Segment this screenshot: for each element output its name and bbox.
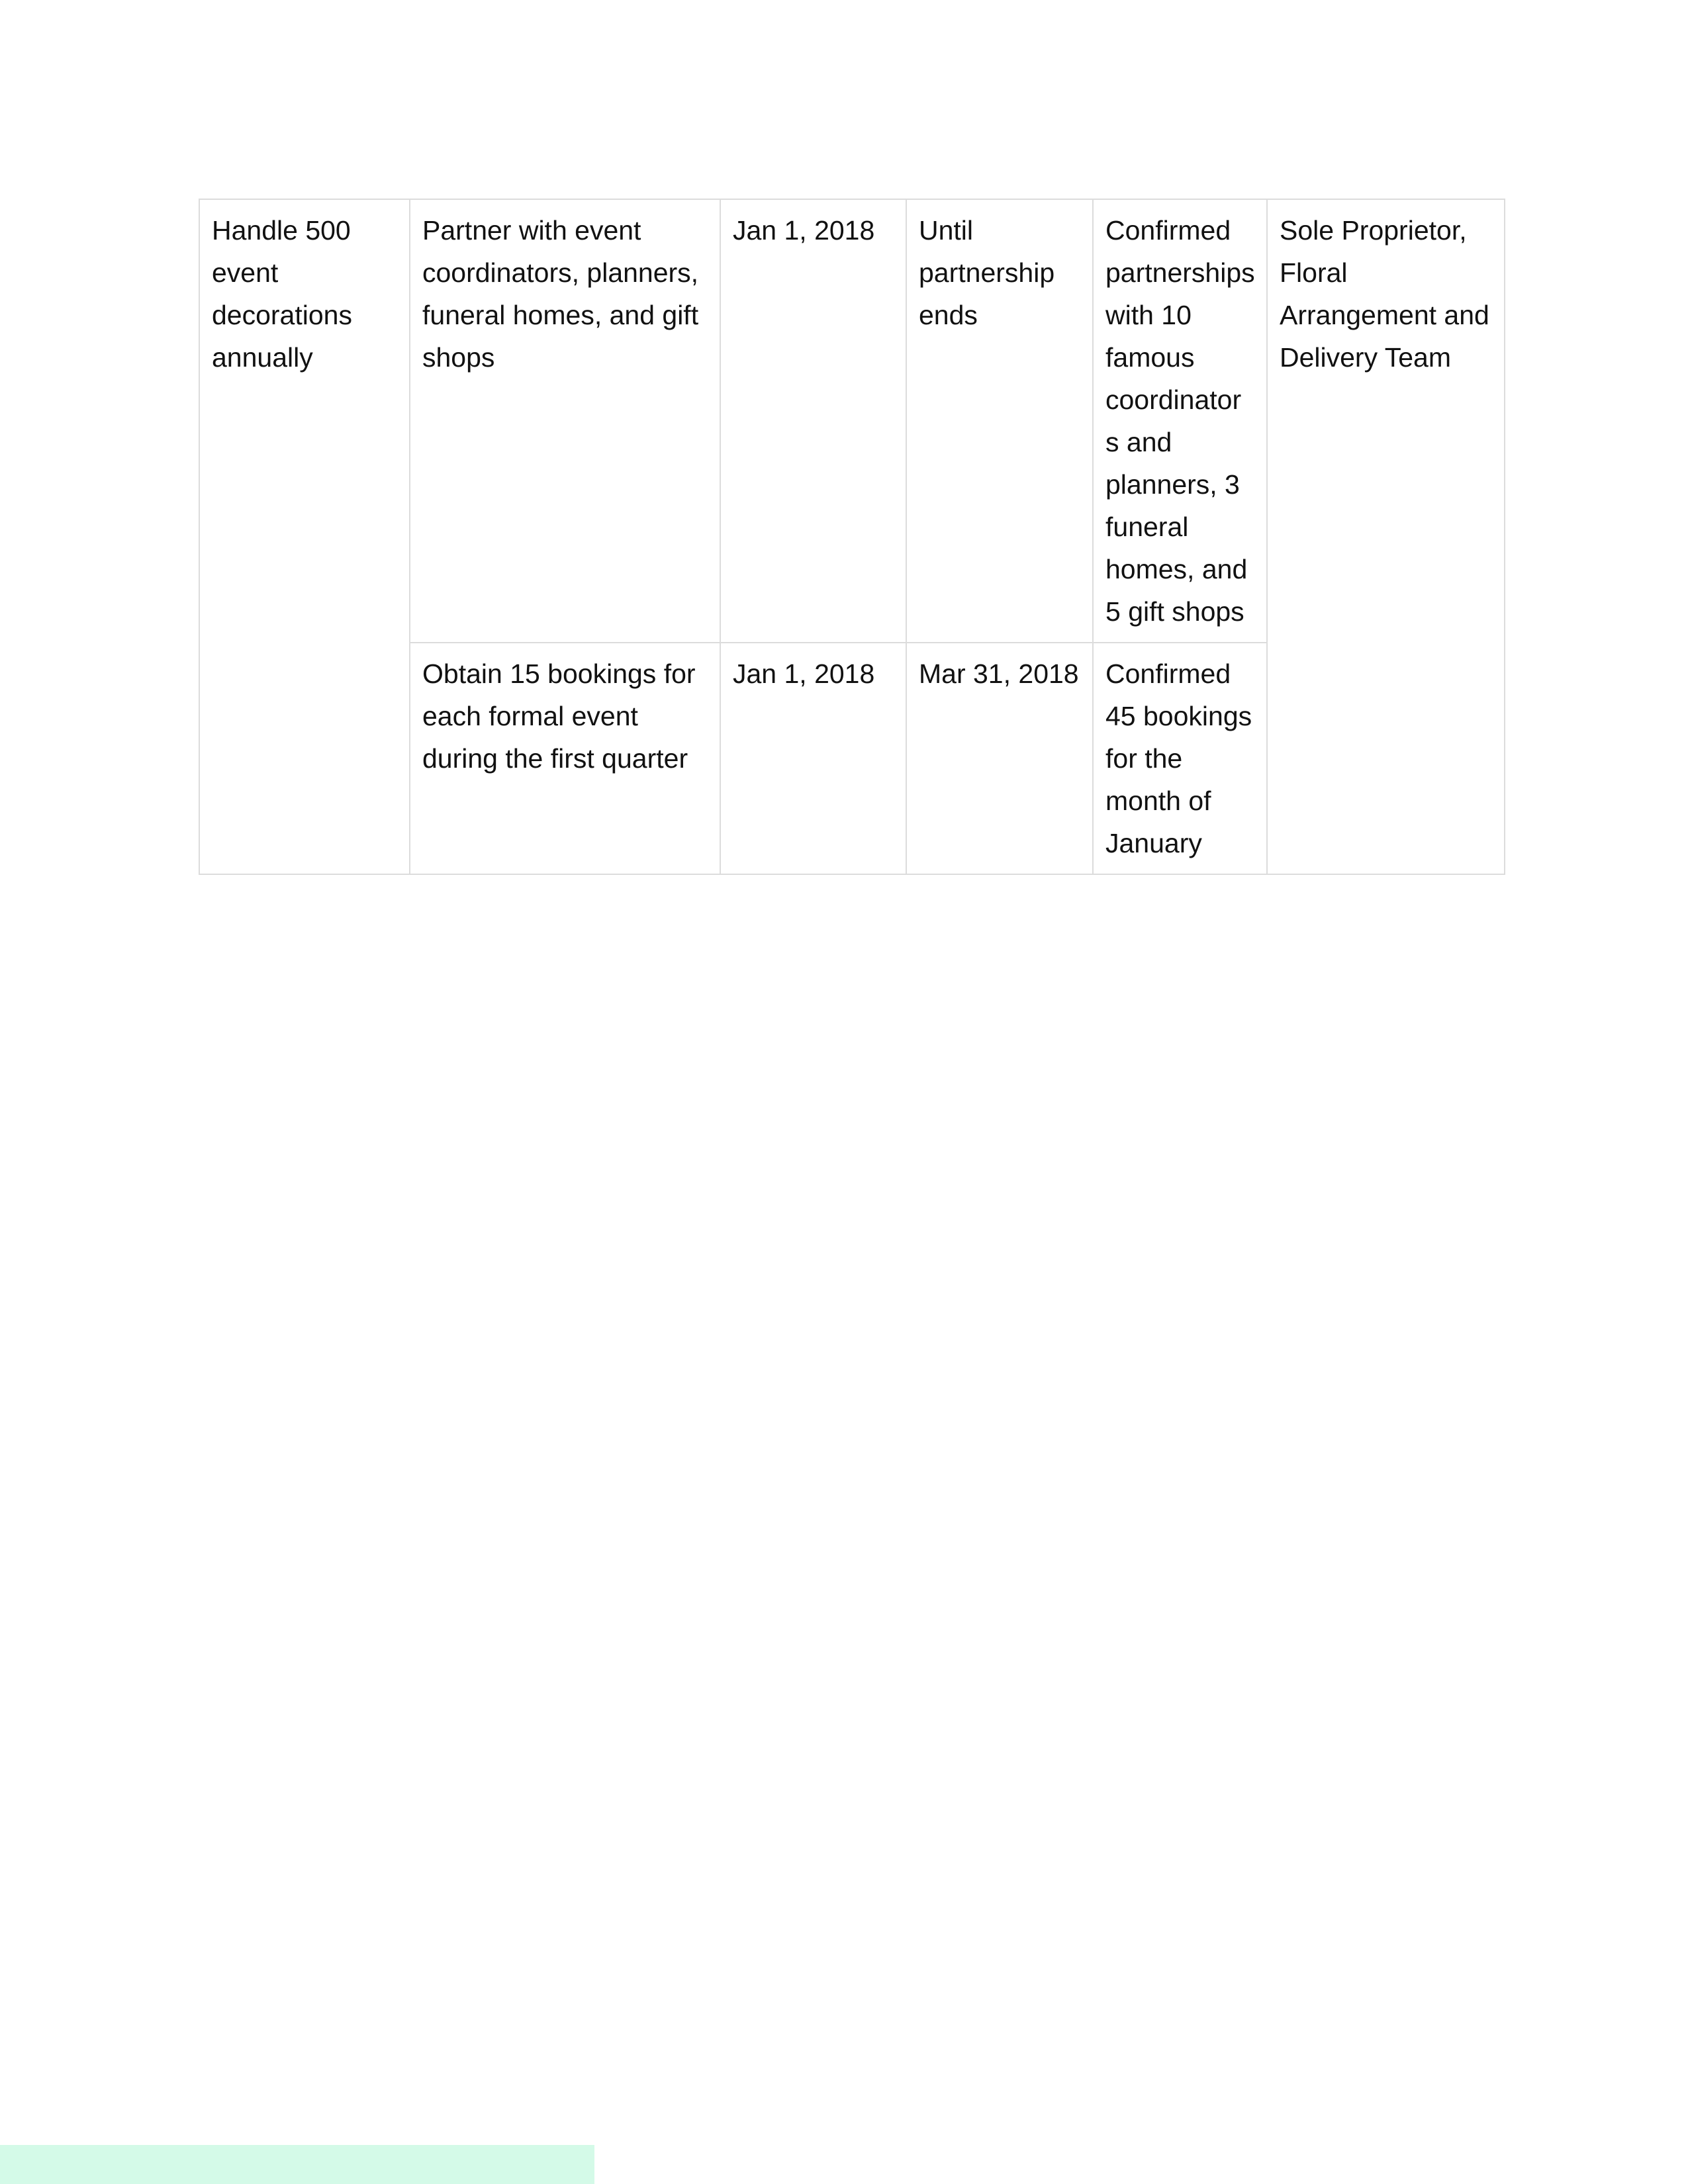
responsible-cell: Sole Proprietor, Floral Arrangement and Delivery Team (1267, 199, 1505, 874)
start-date-cell: Jan 1, 2018 (720, 199, 906, 643)
end-date-cell: Until partnership ends (906, 199, 1093, 643)
objective-cell: Obtain 15 bookings for each formal event during the first quarter (410, 643, 720, 874)
action-plan-table (199, 199, 1505, 875)
end-date-cell: Mar 31, 2018 (906, 643, 1093, 874)
start-date-cell: Jan 1, 2018 (720, 643, 906, 874)
goal-cell: Handle 500 event decorations annually (199, 199, 410, 874)
table-row (199, 199, 1505, 643)
measure-cell: Confirmed partnerships with 10 famous coordinator s and planners, 3 funeral homes, and 5 gift shops (1093, 199, 1267, 643)
measure-cell: Confirmed 45 bookings for the month of January (1093, 643, 1267, 874)
footer-accent-bar (0, 2145, 594, 2184)
objective-cell: Partner with event coordinators, planners, funeral homes, and gift shops (410, 199, 720, 643)
